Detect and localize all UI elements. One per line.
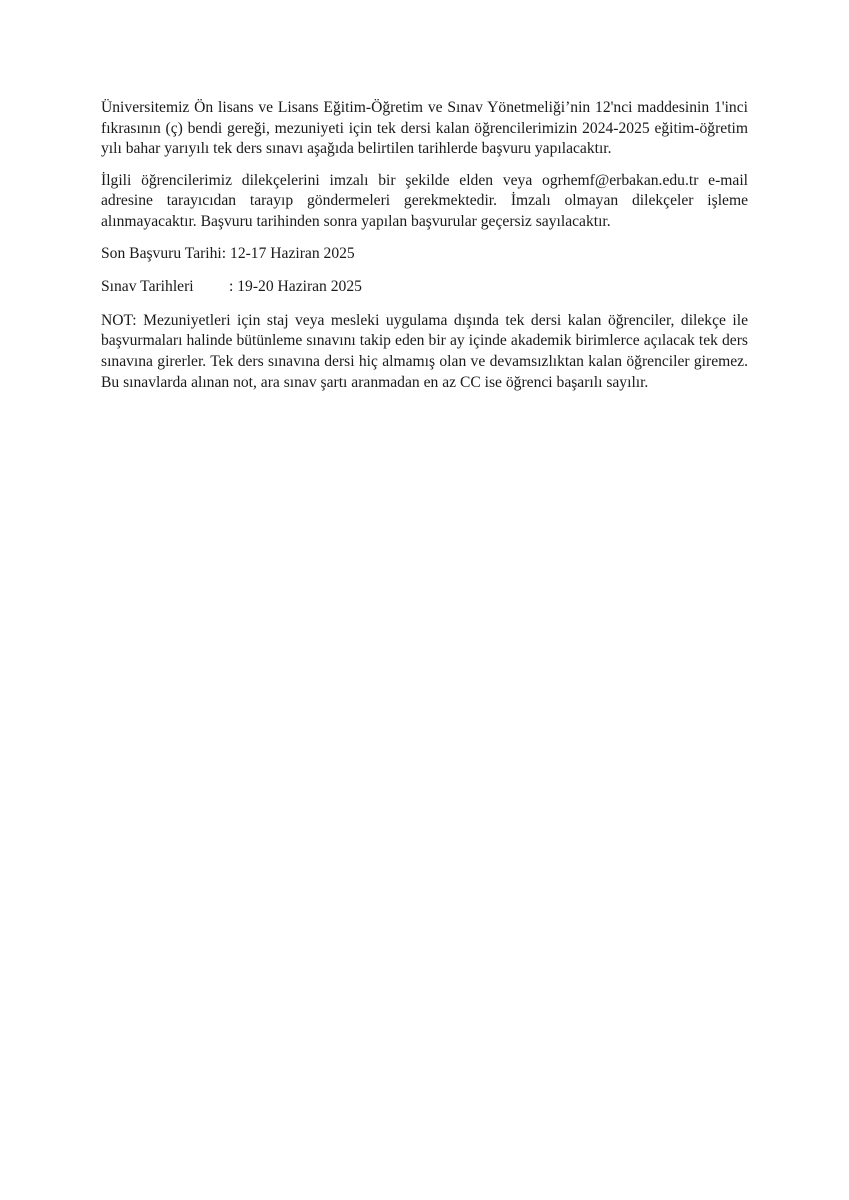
deadline-label: Son Başvuru Tarihi:	[101, 244, 227, 262]
deadline-line	[101, 244, 748, 265]
exam-dates-label: Sınav Tarihleri	[101, 278, 194, 296]
note-paragraph: NOT: Mezuniyetleri için staj veya mesleki uygulama dışında tek dersi kalan öğrenciler, dilekçe ile başvurmaları halinde bütünleme sınavını takip eden bir ay içinde akademik birimlerce açılacak tek ders sınavına girerler. Tek ders sınavına dersi hiç almamış olan ve devamsızlıktan kalan öğrenciler giremez. Bu sınavlarda alınan not, ara sınav şartı aranmadan en az CC ise öğrenci başarılı sayılır.	[101, 311, 748, 391]
instructions-paragraph: İlgili öğrencilerimiz dilekçelerini imzalı bir şekilde elden veya ogrhemf@erbakan.edu.tr e-mail adresine tarayıcıdan tarayıp göndermeleri gerekmektedir. İmzalı olmayan dilekçeler işleme alınmayacaktır. Başvuru tarihinden sonra yapılan başvurular geçersiz sayılacaktır.	[101, 171, 748, 230]
deadline-value: 12-17 Haziran 2025	[230, 244, 355, 262]
intro-paragraph: Üniversitemiz Ön lisans ve Lisans Eğitim-Öğretim ve Sınav Yönetmeliği’nin 12'nci maddesinin 1'inci fıkrasının (ç) bendi gereği, mezuniyeti için tek dersi kalan öğrencilerimizin 2024-2025 eğitim-öğretim yılı bahar yarıyılı tek ders sınavı aşağıda belirtilen tarihlerde başvuru yapılacaktır.	[101, 99, 748, 158]
exam-dates-line	[101, 277, 748, 298]
exam-dates-value: : 19-20 Haziran 2025	[229, 278, 362, 296]
document-body	[101, 98, 748, 393]
